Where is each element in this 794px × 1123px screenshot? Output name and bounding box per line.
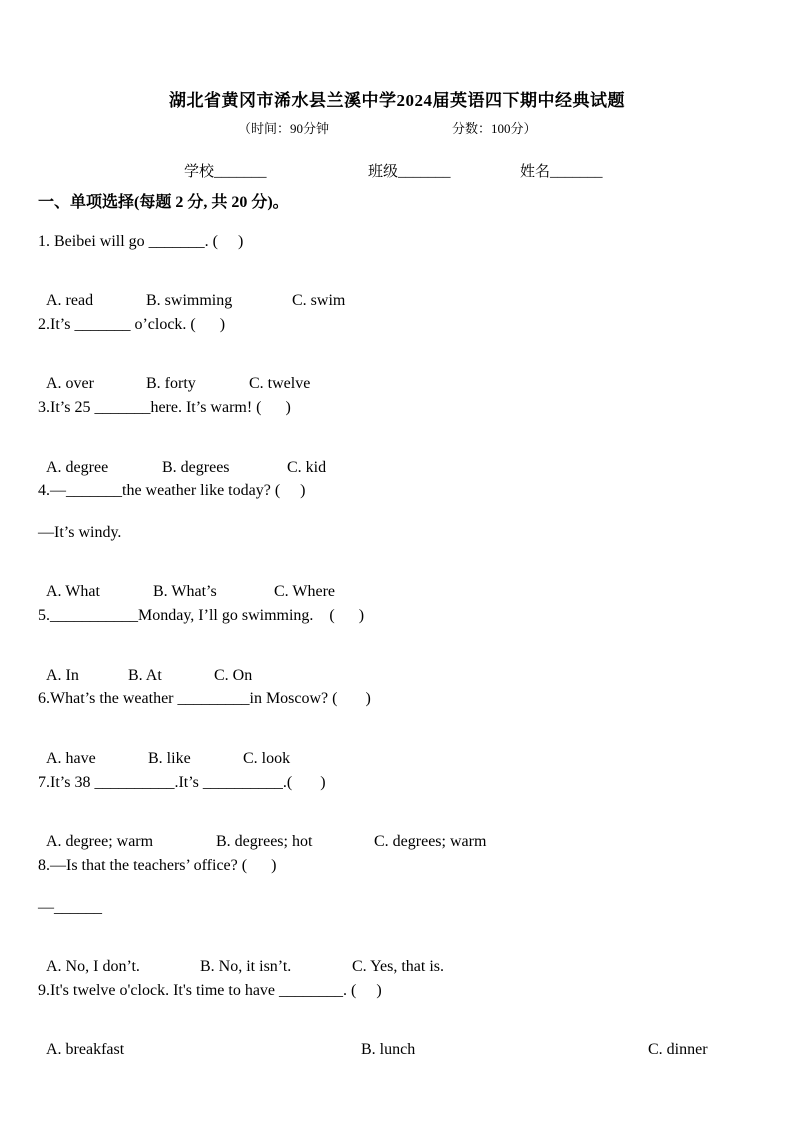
- option-b: B. What’s: [153, 583, 217, 600]
- option-b: B. like: [148, 750, 191, 767]
- option-c: C. look: [243, 750, 291, 767]
- option-a: A. No, I don’t.: [46, 958, 140, 975]
- option-c: C. twelve: [249, 375, 311, 392]
- option-b: B. degrees: [162, 459, 230, 476]
- answer-8: —______: [38, 899, 102, 916]
- options-2: [38, 357, 310, 393]
- option-c: C. On: [214, 667, 253, 684]
- section-heading: 一、单项选择(每题 2 分, 共 20 分)。: [38, 194, 289, 211]
- question-8: 8.—Is that the teachers’ office? ( ): [38, 857, 277, 874]
- options-4: [38, 565, 335, 601]
- question-4: 4.—_______the weather like today? ( ): [38, 482, 306, 499]
- option-b: B. lunch: [361, 1041, 416, 1058]
- option-b: B. degrees; hot: [216, 833, 313, 850]
- question-3: 3.It’s 25 _______here. It’s warm! ( ): [38, 399, 291, 416]
- exam-score: 分数：100分）: [452, 121, 537, 136]
- page-title: 湖北省黄冈市浠水县兰溪中学2024届英语四下期中经典试题: [169, 91, 625, 110]
- class-field: 班级_______: [368, 164, 451, 180]
- option-a: A. over: [46, 375, 94, 392]
- options-5: [38, 649, 252, 685]
- question-2: 2.It’s _______ o’clock. ( ): [38, 316, 226, 333]
- option-a: A. have: [46, 750, 96, 767]
- option-a: A. In: [46, 667, 79, 684]
- answer-4: —It’s windy.: [38, 524, 122, 541]
- question-7: 7.It’s 38 __________.It’s __________.( ): [38, 774, 326, 791]
- option-a: A. What: [46, 583, 100, 600]
- options-7: [38, 815, 486, 851]
- option-c: C. dinner: [648, 1041, 708, 1058]
- option-a: A. read: [46, 292, 94, 309]
- option-c: C. swim: [292, 292, 346, 309]
- school-field: 学校_______: [184, 164, 267, 180]
- options-9: [38, 1023, 718, 1059]
- option-c: C. Yes, that is.: [352, 958, 445, 975]
- option-b: B. At: [128, 667, 162, 684]
- question-5: 5.___________Monday, I’ll go swimming. ( ): [38, 607, 365, 624]
- exam-time: （时间：90分钟: [238, 121, 330, 136]
- name-field: 姓名_______: [520, 164, 603, 180]
- option-b: B. forty: [146, 375, 196, 392]
- option-a: A. breakfast: [46, 1041, 125, 1058]
- option-c: C. kid: [287, 459, 327, 476]
- option-a: A. degree; warm: [46, 833, 154, 850]
- options-8: [38, 940, 444, 976]
- options-6: [38, 732, 290, 768]
- question-9: 9.It's twelve o'clock. It's time to have ________. ( ): [38, 982, 382, 999]
- options-1: [38, 274, 345, 310]
- option-a: A. degree: [46, 459, 109, 476]
- question-1: 1. Beibei will go _______. ( ): [38, 233, 244, 250]
- option-b: B. swimming: [146, 292, 233, 309]
- options-3: [38, 441, 326, 477]
- question-6: 6.What’s the weather _________in Moscow? ( ): [38, 690, 371, 707]
- option-b: B. No, it isn’t.: [200, 958, 292, 975]
- option-c: C. degrees; warm: [374, 833, 487, 850]
- option-c: C. Where: [274, 583, 336, 600]
